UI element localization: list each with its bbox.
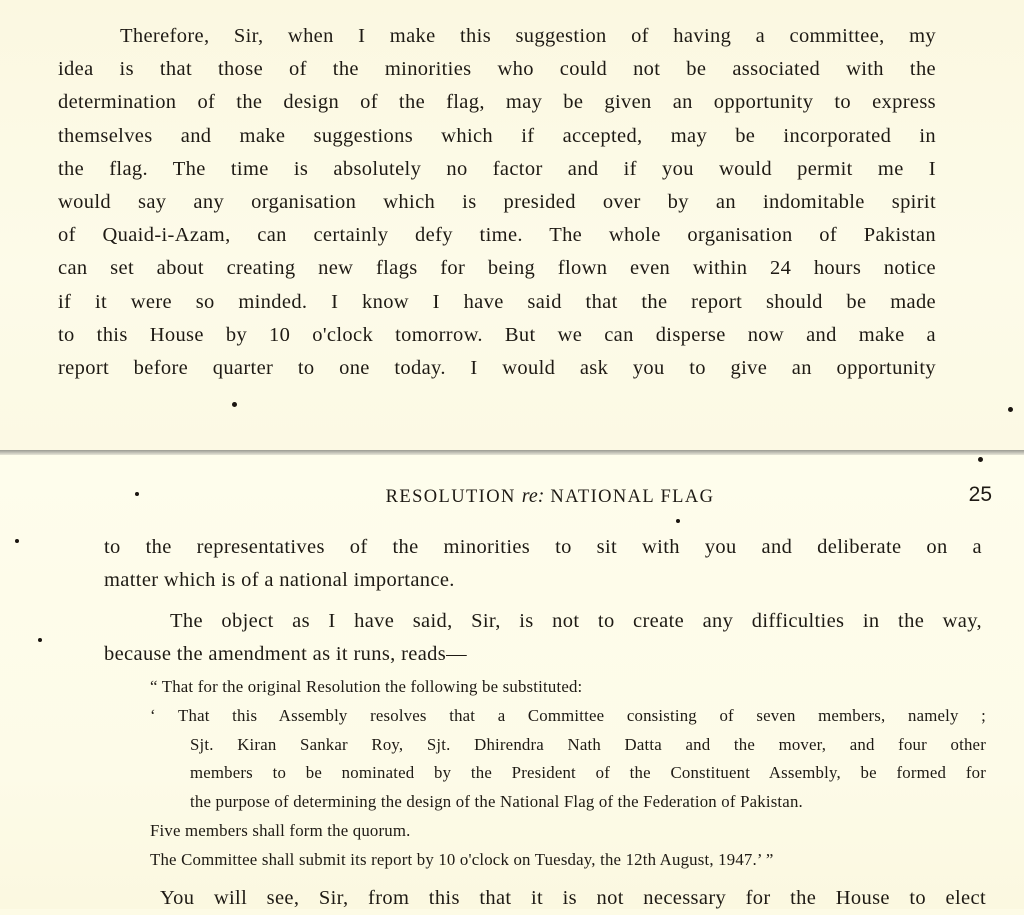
text-line: You will see, Sir, from this that it is not necessary for the House to elect xyxy=(160,887,986,909)
text-line: The object as I have said, Sir, is not to create any difficulties in the way, xyxy=(170,610,982,632)
ink-speck xyxy=(1008,407,1013,412)
text-line: to the representatives of the minorities to sit with you and deliberate on a xyxy=(104,536,982,558)
quote-line: the purpose of determining the design of the National Flag of the Federation of Pakistan. xyxy=(190,791,803,811)
quote-line: Sjt. Kiran Sankar Roy, Sjt. Dhirendra Nath Datta and the mover, and four other xyxy=(190,734,986,754)
quote-report-deadline: The Committee shall submit its report by 10 o'clock on Tuesday, the 12th August, 1947.’ ” xyxy=(150,850,774,869)
quote-line: ‘ That this Assembly resolves that a Committee consisting of seven members, namely ; xyxy=(150,706,986,725)
page-number: 25 xyxy=(968,483,992,506)
text-line: if it were so minded. I know I have said that the report should be made xyxy=(58,290,936,313)
quote-line: members to be nominated by the President of the Constituent Assembly, be formed for xyxy=(190,763,986,783)
ink-speck xyxy=(676,519,680,523)
top-page xyxy=(0,0,1024,450)
ink-speck xyxy=(15,539,19,543)
text-line: because the amendment as it runs, reads— xyxy=(104,643,467,665)
text-line: the flag. The time is absolutely no factor and if you would permit me I xyxy=(58,157,936,180)
text-line: idea is that those of the minorities who could not be associated with the xyxy=(58,58,936,81)
text-line: determination of the design of the flag, may be given an opportunity to express xyxy=(58,91,936,114)
text-line: matter which is of a national importance. xyxy=(104,569,455,591)
text-line: would say any organisation which is presided over by an indomitable spirit xyxy=(58,191,936,214)
ink-speck xyxy=(38,638,42,642)
paragraph-object xyxy=(104,605,982,671)
text-line: of Quaid-i-Azam, can certainly defy time. The whole organisation of Pakistan xyxy=(58,224,936,247)
quote-quorum: Five members shall form the quorum. xyxy=(150,821,411,840)
text-line: to this House by 10 o'clock tomorrow. But we can disperse now and make a xyxy=(58,323,936,346)
paragraph-last-line xyxy=(160,882,986,915)
quote-intro: “ That for the original Resolution the following be substituted: xyxy=(150,677,583,696)
paragraph-continuation xyxy=(104,531,982,597)
quote-resolution xyxy=(150,702,986,816)
running-head-suffix: NATIONAL FLAG xyxy=(550,487,715,507)
running-head-re: re: xyxy=(521,485,545,507)
text-line: themselves and make suggestions which if accepted, may be incorporated in xyxy=(58,124,936,147)
ink-speck xyxy=(978,457,983,462)
running-head-prefix: RESOLUTION xyxy=(385,487,516,507)
running-head xyxy=(270,485,830,508)
text-line: report before quarter to one today. I would ask you to give an opportunity xyxy=(58,357,936,380)
text-line: Therefore, Sir, when I make this suggestion of having a committee, my xyxy=(120,25,936,47)
ink-speck xyxy=(232,402,237,407)
paragraph-committee-suggestion xyxy=(58,20,936,385)
ink-speck xyxy=(135,492,139,496)
text-line: can set about creating new flags for being flown even within 24 hours notice xyxy=(58,257,936,280)
